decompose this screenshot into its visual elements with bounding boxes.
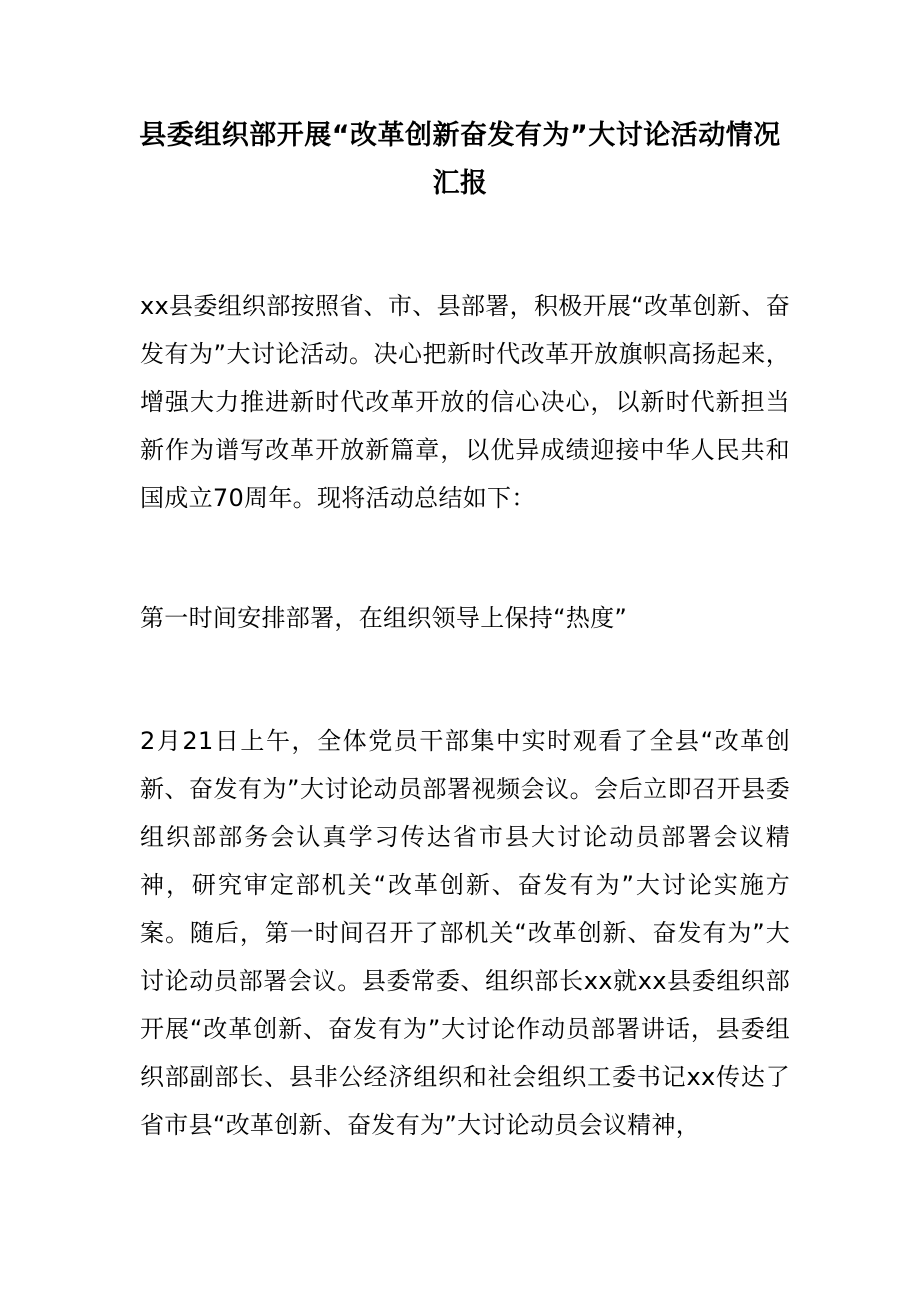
body-paragraph: 2月21日上午，全体党员干部集中实时观看了全县“改革创新、奋发有为”大讨论动员部署视频会议。会后立即召开县委组织部部务会认真学习传达省市县大讨论动员部署会议精神，研究审定部机关“改革创新、奋发有为”大讨论实施方案。随后，第一时间召开了部机关“改革创新、奋发有为”大讨论动员部署会议。县委常委、组织部长xx就xx县委组织部开展“改革创新、奋发有为”大讨论作动员部署讲话，县委组织部副部长、县非公经济组织和社会组织工委书记xx传达了省市县“改革创新、奋发有为”大讨论动员会议精神， [140, 727, 790, 1139]
intro-paragraph: xx县委组织部按照省、市、县部署，积极开展“改革创新、奋发有为”大讨论活动。决心把新时代改革开放旗帜高扬起来，增强大力推进新时代改革开放的信心决心，以新时代新担当新作为谱写改革开放新篇章，以优异成绩迎接中华人民共和国成立70周年。现将活动总结如下： [140, 292, 790, 512]
section-heading: 第一时间安排部署，在组织领导上保持“热度” [140, 604, 628, 632]
document-title: 县委组织部开展“改革创新奋发有为”大讨论活动情况汇报 [139, 120, 781, 199]
